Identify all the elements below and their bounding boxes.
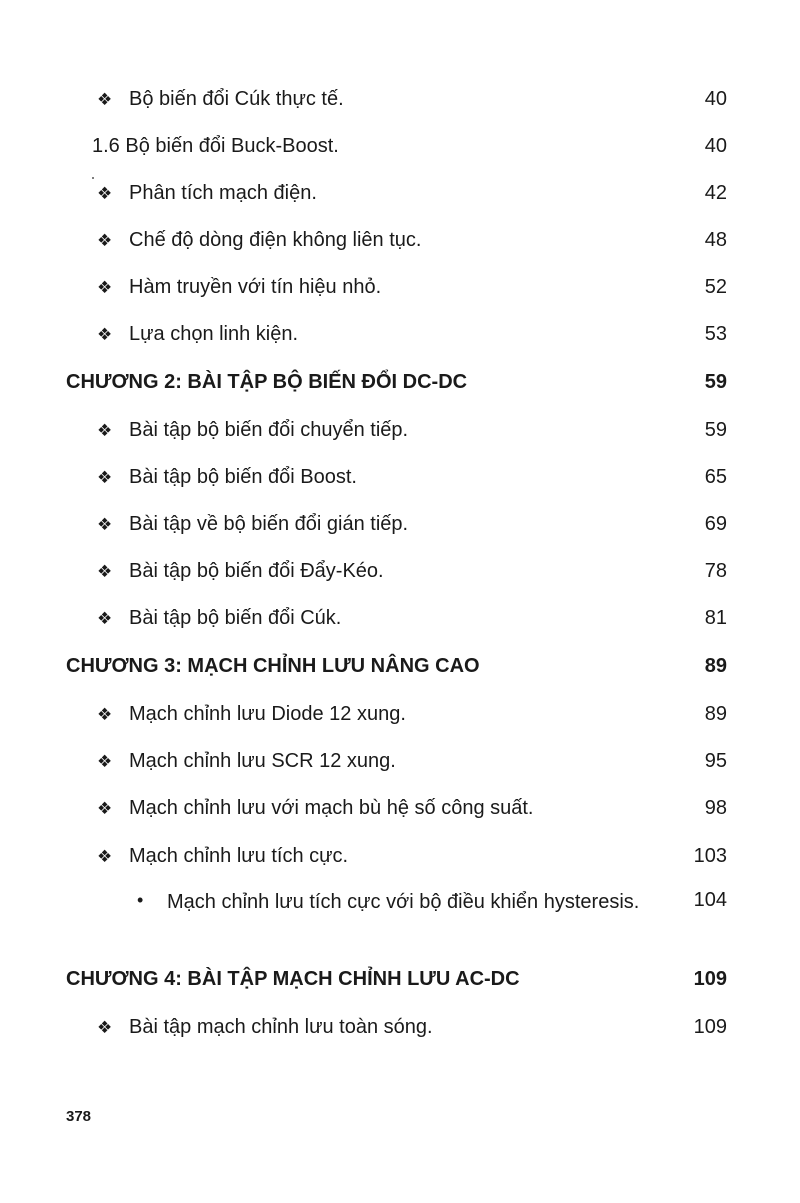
diamond-bullet-icon: ❖ [97,799,113,818]
toc-entry-title: Bài tập bộ biến đổi Boost. [129,466,357,488]
toc-entry-page: 53 [704,323,727,345]
toc-entry-title: Mạch chỉnh lưu với mạch bù hệ số công suất. [129,797,534,819]
diamond-bullet-icon: ❖ [97,1018,113,1037]
diamond-bullet-icon: ❖ [97,184,113,203]
toc-chapter-page: 109 [693,968,727,990]
print-speck [92,177,94,179]
diamond-bullet-icon: ❖ [97,515,113,534]
toc-entry-page: 48 [704,229,727,251]
toc-entry-page: 52 [704,276,727,298]
toc-entry-title: Bài tập bộ biến đổi Cúk. [129,607,342,629]
toc-entry-title: Bài tập bộ biến đổi Đẩy-Kéo. [129,560,384,582]
toc-entry-page: 104 [693,889,727,911]
toc-chapter-page: 59 [704,371,727,393]
toc-entry-page: 109 [693,1016,727,1038]
toc-entry-title: Mạch chỉnh lưu Diode 12 xung. [129,703,406,725]
diamond-bullet-icon: ❖ [97,325,113,344]
toc-entry-page: 98 [704,797,727,819]
diamond-bullet-icon: ❖ [97,90,113,109]
toc-entry-title: Bài tập mạch chỉnh lưu toàn sóng. [129,1016,433,1038]
toc-entry-page: 40 [704,88,727,110]
diamond-bullet-icon: ❖ [97,705,113,724]
diamond-bullet-icon: ❖ [97,562,113,581]
toc-entry-page: 78 [704,560,727,582]
toc-entry-page: 59 [704,419,727,441]
toc-chapter-title: CHƯƠNG 4: BÀI TẬP MẠCH CHỈNH LƯU AC-DC [66,968,520,990]
toc-entry-title: Lựa chọn linh kiện. [129,323,299,345]
diamond-bullet-icon: ❖ [97,847,113,866]
toc-entry-title: Chế độ dòng điện không liên tục. [129,229,422,251]
diamond-bullet-icon: ❖ [97,752,113,771]
toc-entry-title: Mạch chỉnh lưu SCR 12 xung. [129,750,396,772]
toc-chapter-title: CHƯƠNG 2: BÀI TẬP BỘ BIẾN ĐỔI DC-DC [66,371,468,393]
toc-chapter-title: CHƯƠNG 3: MẠCH CHỈNH LƯU NÂNG CAO [66,655,480,677]
toc-entry-page: 103 [693,845,727,867]
diamond-bullet-icon: ❖ [97,609,113,628]
toc-entry-page: 42 [704,182,727,204]
toc-subentry-title: Mạch chỉnh lưu tích cực với bộ điều khiển hysteresis. [167,891,640,913]
toc-entry-title: Bài tập bộ biến đổi chuyển tiếp. [129,419,409,441]
toc-entry-title: Hàm truyền với tín hiệu nhỏ. [129,276,382,298]
toc-entry-page: 89 [704,703,727,725]
toc-entry-title: Bài tập về bộ biến đổi gián tiếp. [129,513,409,535]
toc-entry-page: 95 [704,750,727,772]
dot-bullet-icon: • [137,890,144,910]
toc-entry-title: Phân tích mạch điện. [129,182,317,204]
diamond-bullet-icon: ❖ [97,468,113,487]
toc-entry-page: 65 [704,466,727,488]
toc-chapter-page: 89 [704,655,727,677]
toc-entry-page: 69 [704,513,727,535]
toc-entry-page: 81 [704,607,727,629]
diamond-bullet-icon: ❖ [97,231,113,250]
diamond-bullet-icon: ❖ [97,278,113,297]
toc-entry-title: Bộ biến đổi Cúk thực tế. [129,88,344,110]
toc-section-title: 1.6 Bộ biến đổi Buck-Boost. [92,135,339,157]
toc-entry-page: 40 [704,135,727,157]
toc-entry-title: Mạch chỉnh lưu tích cực. [129,845,349,867]
page-number: 378 [66,1108,92,1125]
diamond-bullet-icon: ❖ [97,421,113,440]
